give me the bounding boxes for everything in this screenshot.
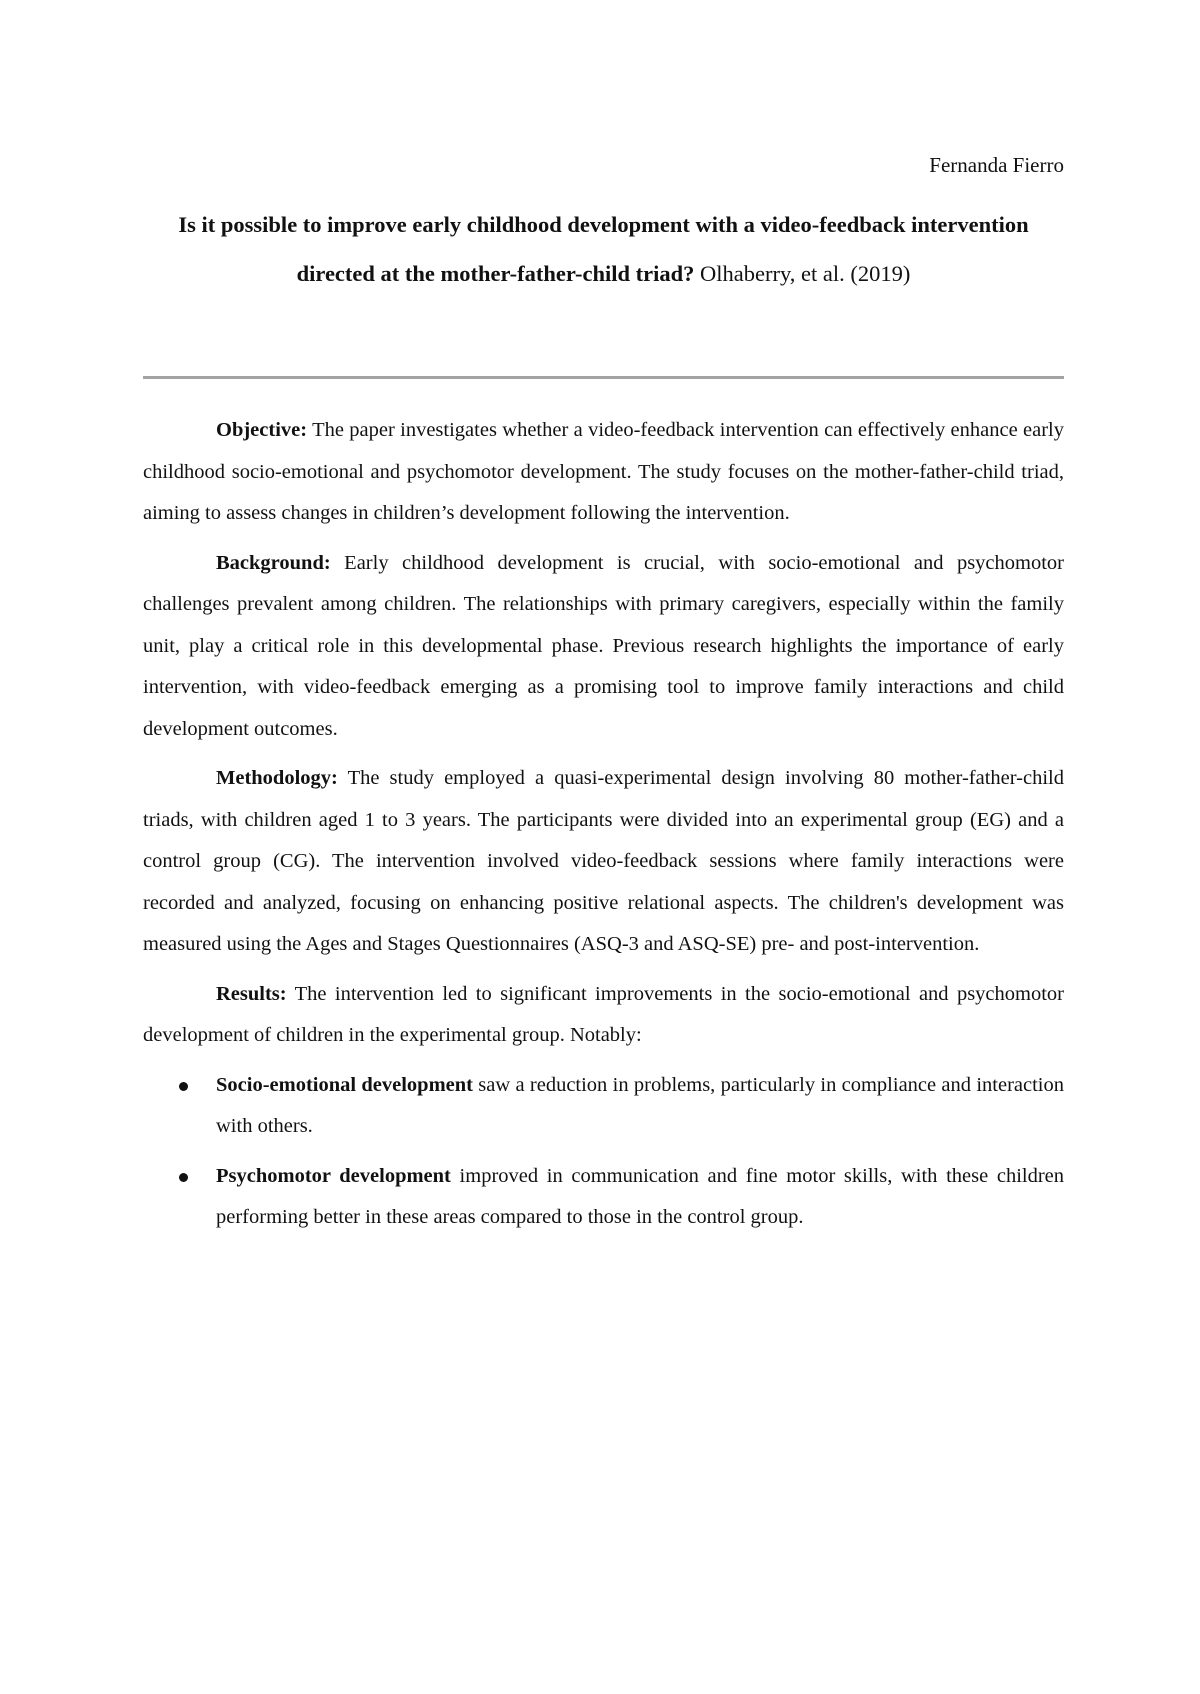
objective-text: The paper investigates whether a video-feedback intervention can effectively enhance early childhood socio-emotional and psychomotor development. The study focuses on the mother-father-child triad, aiming to assess changes in children’s development following the intervention. — [143, 419, 1064, 524]
background-paragraph — [143, 543, 1064, 751]
background-label: Background: — [216, 551, 331, 574]
title-question: Is it possible to improve early childhood development with a video-feedback intervention directed at the mother-father-child triad? — [178, 212, 1029, 286]
methodology-label: Methodology: — [216, 767, 338, 789]
methodology-paragraph — [143, 758, 1064, 966]
objective-label: Objective: — [216, 419, 308, 441]
author-name: Fernanda Fierro — [929, 153, 1064, 177]
list-item — [143, 1065, 1064, 1148]
bullet-term: Psychomotor development — [216, 1164, 451, 1187]
title-citation: Olhaberry, et al. (2019) — [700, 261, 911, 286]
methodology-text: The study employed a quasi-experimental design involving 80 mother-father-child triads, with children aged 1 to 3 years. The participants were divided into an experimental group (EG) and a control group (CG). The intervention involved video-feedback sessions where family interactions were recorded and analyzed, focusing on enhancing positive relational aspects. The children's development was measured using the Ages and Stages Questionnaires (ASQ-3 and ASQ-SE) pre- and post-intervention. — [143, 767, 1064, 955]
results-label: Results: — [216, 982, 287, 1005]
list-item — [143, 1156, 1064, 1239]
bullet-term: Socio-emotional development — [216, 1073, 473, 1096]
background-text: Early childhood development is crucial, with socio-emotional and psychomotor challenges prevalent among children. The relationships with primary caregivers, especially within the family unit, play a critical role in this developmental phase. Previous research highlights the importance of early intervention, with video-feedback emerging as a promising tool to improve family interactions and child development outcomes. — [143, 551, 1065, 740]
horizontal-rule — [143, 376, 1064, 379]
results-paragraph — [143, 974, 1064, 1057]
bullet-text: saw a reduction in problems, particularly in compliance and interaction with others. — [216, 1073, 1064, 1137]
objective-paragraph — [143, 410, 1064, 535]
bullet-text: improved in communication and fine motor skills, with these children performing better in these areas compared to those in the control group. — [216, 1164, 1065, 1228]
results-text: The intervention led to significant improvements in the socio-emotional and psychomotor development of children in the experimental group. Notably: — [143, 982, 1064, 1046]
document-title — [143, 200, 1064, 298]
results-bullet-list — [143, 1065, 1064, 1239]
bullet-dot-icon — [179, 1082, 188, 1091]
document-page — [143, 0, 1064, 1694]
bullet-dot-icon — [179, 1173, 188, 1182]
document-body — [143, 410, 1064, 1247]
